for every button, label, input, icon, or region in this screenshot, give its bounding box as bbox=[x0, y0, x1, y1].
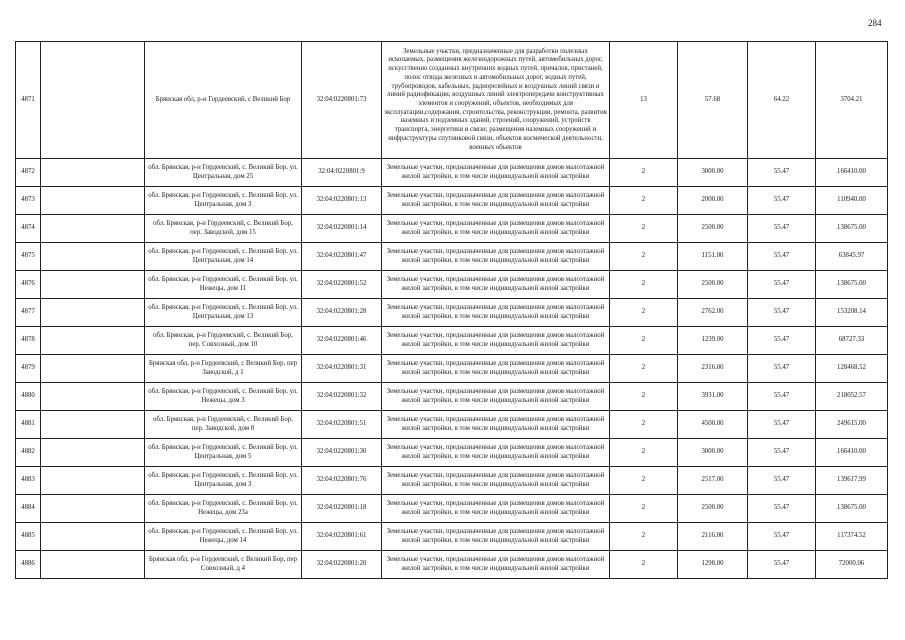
land-use-cell: Земельные участки, предназначенные для размещения домов малоэтажной жилой застройки, в том числе индивидуальной жилой застройки bbox=[382, 551, 610, 579]
page-number: 284 bbox=[868, 18, 882, 28]
cadastral-number-cell: 32:04:0220801:14 bbox=[302, 215, 382, 243]
table-row bbox=[16, 187, 888, 215]
table-row bbox=[16, 327, 888, 355]
area-cell: 2000.00 bbox=[678, 187, 748, 215]
table-row bbox=[16, 299, 888, 327]
table-row bbox=[16, 243, 888, 271]
land-use-cell: Земельные участки, предназначенные для размещения домов малоэтажной жилой застройки, в том числе индивидуальной жилой застройки bbox=[382, 271, 610, 299]
empty-cell bbox=[41, 243, 145, 271]
row-number: 4873 bbox=[16, 187, 41, 215]
group-cell: 2 bbox=[610, 467, 678, 495]
area-cell: 3931.00 bbox=[678, 383, 748, 411]
cadastral-number-cell: 32:04:0220801:61 bbox=[302, 523, 382, 551]
cadastral-value-cell: 138675.00 bbox=[816, 495, 888, 523]
address-cell: обл. Брянская, р-н Гордеевский, с. Великий Бор, ул. Центральная, дом 3 bbox=[145, 187, 302, 215]
empty-cell bbox=[41, 355, 145, 383]
cadastral-value-cell: 166410.00 bbox=[816, 439, 888, 467]
group-cell: 2 bbox=[610, 523, 678, 551]
rate-cell: 55.47 bbox=[748, 299, 816, 327]
table-row bbox=[16, 551, 888, 579]
land-use-cell: Земельные участки, предназначенные для размещения домов малоэтажной жилой застройки, в том числе индивидуальной жилой застройки bbox=[382, 299, 610, 327]
rate-cell: 55.47 bbox=[748, 243, 816, 271]
table-row bbox=[16, 523, 888, 551]
group-cell: 2 bbox=[610, 495, 678, 523]
table-row bbox=[16, 467, 888, 495]
land-use-cell: Земельные участки, предназначенные для размещения домов малоэтажной жилой застройки, в том числе индивидуальной жилой застройки bbox=[382, 215, 610, 243]
land-registry-table bbox=[15, 41, 888, 579]
address-cell: обл. Брянская, р-н Гордеевский, с. Великий Бор, пер. Заводской, дом 8 bbox=[145, 411, 302, 439]
group-cell: 2 bbox=[610, 299, 678, 327]
cadastral-value-cell: 110940.00 bbox=[816, 187, 888, 215]
cadastral-number-cell: 32:04:0220801:51 bbox=[302, 411, 382, 439]
cadastral-value-cell: 218052.57 bbox=[816, 383, 888, 411]
empty-cell bbox=[41, 383, 145, 411]
address-cell: обл. Брянская, р-н Гордеевский, с. Великий Бор, ул. Нежецы, дом 11 bbox=[145, 271, 302, 299]
area-cell: 1298.00 bbox=[678, 551, 748, 579]
cadastral-value-cell: 166410.00 bbox=[816, 159, 888, 187]
address-cell: обл. Брянская, р-н Гордеевский, с. Великий Бор, ул. Нежецы, дом 3 bbox=[145, 383, 302, 411]
row-number: 4872 bbox=[16, 159, 41, 187]
area-cell: 2500.00 bbox=[678, 215, 748, 243]
address-cell: обл. Брянская, р-н Гордеевский, с. Великий Бор, ул. Центральная, дом 13 bbox=[145, 299, 302, 327]
group-cell: 2 bbox=[610, 411, 678, 439]
land-use-cell: Земельные участки, предназначенные для размещения домов малоэтажной жилой застройки, в том числе индивидуальной жилой застройки bbox=[382, 439, 610, 467]
area-cell: 2316.00 bbox=[678, 355, 748, 383]
table-row bbox=[16, 271, 888, 299]
group-cell: 2 bbox=[610, 355, 678, 383]
land-use-cell: Земельные участки, предназначенные для размещения домов малоэтажной жилой застройки, в том числе индивидуальной жилой застройки bbox=[382, 411, 610, 439]
rate-cell: 55.47 bbox=[748, 271, 816, 299]
land-use-cell: Земельные участки, предназначенные для размещения домов малоэтажной жилой застройки, в том числе индивидуальной жилой застройки bbox=[382, 187, 610, 215]
group-cell: 2 bbox=[610, 439, 678, 467]
address-cell: обл. Брянская, р-н Гордеевский, с. Великий Бор, пер. Заводской, дом 15 bbox=[145, 215, 302, 243]
rate-cell: 55.47 bbox=[748, 411, 816, 439]
address-cell: обл. Брянская, р-н Гордеевский, с. Великий Бор, ул. Центральная, дом 25 bbox=[145, 159, 302, 187]
row-number: 4877 bbox=[16, 299, 41, 327]
group-cell: 2 bbox=[610, 159, 678, 187]
cadastral-value-cell: 153208.14 bbox=[816, 299, 888, 327]
row-number: 4875 bbox=[16, 243, 41, 271]
rate-cell: 55.47 bbox=[748, 327, 816, 355]
rate-cell: 55.47 bbox=[748, 495, 816, 523]
rate-cell: 55.47 bbox=[748, 355, 816, 383]
group-cell: 13 bbox=[610, 42, 678, 159]
table-row bbox=[16, 355, 888, 383]
row-number: 4879 bbox=[16, 355, 41, 383]
row-number: 4885 bbox=[16, 523, 41, 551]
area-cell: 1151.00 bbox=[678, 243, 748, 271]
table-row bbox=[16, 495, 888, 523]
empty-cell bbox=[41, 523, 145, 551]
group-cell: 2 bbox=[610, 243, 678, 271]
rate-cell: 55.47 bbox=[748, 523, 816, 551]
cadastral-number-cell: 32:04:0220801:9 bbox=[302, 159, 382, 187]
table-body bbox=[16, 42, 888, 579]
land-use-cell: Земельные участки, предназначенные для размещения домов малоэтажной жилой застройки, в том числе индивидуальной жилой застройки bbox=[382, 523, 610, 551]
land-use-cell: Земельные участки, предназначенные для размещения домов малоэтажной жилой застройки, в том числе индивидуальной жилой застройки bbox=[382, 495, 610, 523]
table-row bbox=[16, 439, 888, 467]
group-cell: 2 bbox=[610, 215, 678, 243]
area-cell: 2500.00 bbox=[678, 495, 748, 523]
land-use-cell: Земельные участки, предназначенные для размещения домов малоэтажной жилой застройки, в том числе индивидуальной жилой застройки bbox=[382, 467, 610, 495]
cadastral-number-cell: 32:04:0220801:52 bbox=[302, 271, 382, 299]
area-cell: 2116.00 bbox=[678, 523, 748, 551]
row-number: 4881 bbox=[16, 411, 41, 439]
empty-cell bbox=[41, 439, 145, 467]
address-cell: Брянская обл, р-н Гордеевский, с Великий Бор, пер Заводской, д 1 bbox=[145, 355, 302, 383]
table-row bbox=[16, 383, 888, 411]
group-cell: 2 bbox=[610, 551, 678, 579]
row-number: 4876 bbox=[16, 271, 41, 299]
empty-cell bbox=[41, 271, 145, 299]
rate-cell: 55.47 bbox=[748, 187, 816, 215]
empty-cell bbox=[41, 411, 145, 439]
cadastral-value-cell: 72000.06 bbox=[816, 551, 888, 579]
group-cell: 2 bbox=[610, 383, 678, 411]
cadastral-number-cell: 32:04:0220801:47 bbox=[302, 243, 382, 271]
area-cell: 4500.00 bbox=[678, 411, 748, 439]
land-use-cell: Земельные участки, предназначенные для размещения домов малоэтажной жилой застройки, в том числе индивидуальной жилой застройки bbox=[382, 383, 610, 411]
row-number: 4874 bbox=[16, 215, 41, 243]
rate-cell: 55.47 bbox=[748, 215, 816, 243]
area-cell: 3000.00 bbox=[678, 439, 748, 467]
cadastral-value-cell: 117374.52 bbox=[816, 523, 888, 551]
cadastral-value-cell: 68727.33 bbox=[816, 327, 888, 355]
area-cell: 1239.00 bbox=[678, 327, 748, 355]
empty-cell bbox=[41, 159, 145, 187]
row-number: 4886 bbox=[16, 551, 41, 579]
address-cell: Брянская обл, р-н Гордеевский, с Великий Бор bbox=[145, 42, 302, 159]
land-use-cell: Земельные участки, предназначенные для разработки полезных ископаемых, размещения железнодорожных путей, автомобильных дорог, искусственно созданных внутренних водных путей, причалов, пристаней, полос отвода железных и автомобильных дорог, водных путей, трубопроводов, кабельных, радиорелейных и воздушных линий связи и линий радиофикации, воздушных линий электропередачи конструктивных элементов и сооружений, объектов, необходимых для эксплуатации,содержания, строительства, реконструкции, ремонта, развития наземных и подземных зданий, строений, сооружений, устройств транспорта, энергетики и связи; размещения наземных сооружений и инфраструктуры спутниковой связи, объектов космической деятельности, военных объектов bbox=[382, 42, 610, 159]
cadastral-value-cell: 138675.00 bbox=[816, 215, 888, 243]
cadastral-number-cell: 32:04:0220801:31 bbox=[302, 355, 382, 383]
address-cell: обл. Брянская, р-н Гордеевский, с. Великий Бор, ул. Нежецы, дом 23а bbox=[145, 495, 302, 523]
rate-cell: 55.47 bbox=[748, 159, 816, 187]
rate-cell: 55.47 bbox=[748, 383, 816, 411]
cadastral-number-cell: 32:04:0220801:18 bbox=[302, 495, 382, 523]
cadastral-number-cell: 32:04:0220801:30 bbox=[302, 439, 382, 467]
land-use-cell: Земельные участки, предназначенные для размещения домов малоэтажной жилой застройки, в том числе индивидуальной жилой застройки bbox=[382, 159, 610, 187]
rate-cell: 55.47 bbox=[748, 551, 816, 579]
address-cell: обл. Брянская, р-н Гордеевский, с. Великий Бор, ул. Нежецы, дом 14 bbox=[145, 523, 302, 551]
cadastral-number-cell: 32:04:0220801:28 bbox=[302, 299, 382, 327]
group-cell: 2 bbox=[610, 327, 678, 355]
table-row bbox=[16, 411, 888, 439]
area-cell: 3000.00 bbox=[678, 159, 748, 187]
group-cell: 2 bbox=[610, 271, 678, 299]
cadastral-number-cell: 32:04:0220801:32 bbox=[302, 383, 382, 411]
area-cell: 2500.00 bbox=[678, 271, 748, 299]
cadastral-value-cell: 3704.21 bbox=[816, 42, 888, 159]
land-use-cell: Земельные участки, предназначенные для размещения домов малоэтажной жилой застройки, в том числе индивидуальной жилой застройки bbox=[382, 327, 610, 355]
empty-cell bbox=[41, 551, 145, 579]
row-number: 4884 bbox=[16, 495, 41, 523]
empty-cell bbox=[41, 327, 145, 355]
land-use-cell: Земельные участки, предназначенные для размещения домов малоэтажной жилой застройки, в том числе индивидуальной жилой застройки bbox=[382, 355, 610, 383]
cadastral-value-cell: 128468.52 bbox=[816, 355, 888, 383]
area-cell: 2762.00 bbox=[678, 299, 748, 327]
cadastral-value-cell: 139617.99 bbox=[816, 467, 888, 495]
address-cell: обл. Брянская, р-н Гордеевский, с. Великий Бор, ул. Центральная, дом 14 bbox=[145, 243, 302, 271]
cadastral-value-cell: 63845.97 bbox=[816, 243, 888, 271]
address-cell: обл. Брянская, р-н Гордеевский, с. Великий Бор, ул. Центральная, дом 5 bbox=[145, 439, 302, 467]
table-row bbox=[16, 215, 888, 243]
table-row bbox=[16, 159, 888, 187]
row-number: 4878 bbox=[16, 327, 41, 355]
rate-cell: 55.47 bbox=[748, 439, 816, 467]
row-number: 4882 bbox=[16, 439, 41, 467]
cadastral-number-cell: 32:04:0220801:46 bbox=[302, 327, 382, 355]
empty-cell bbox=[41, 187, 145, 215]
area-cell: 57.68 bbox=[678, 42, 748, 159]
row-number: 4880 bbox=[16, 383, 41, 411]
cadastral-value-cell: 249615.00 bbox=[816, 411, 888, 439]
group-cell: 2 bbox=[610, 187, 678, 215]
empty-cell bbox=[41, 467, 145, 495]
address-cell: обл. Брянская, р-н Гордеевский, с. Великий Бор, пер. Совхозный, дом 10 bbox=[145, 327, 302, 355]
rate-cell: 64.22 bbox=[748, 42, 816, 159]
empty-cell bbox=[41, 42, 145, 159]
address-cell: Брянская обл, р-н Гордеевский, с Великий Бор, пер Совхозный, д 4 bbox=[145, 551, 302, 579]
cadastral-number-cell: 32:04:0220801:73 bbox=[302, 42, 382, 159]
empty-cell bbox=[41, 299, 145, 327]
row-number: 4871 bbox=[16, 42, 41, 159]
cadastral-number-cell: 32:04:0220801:13 bbox=[302, 187, 382, 215]
rate-cell: 55.47 bbox=[748, 467, 816, 495]
row-number: 4883 bbox=[16, 467, 41, 495]
area-cell: 2517.00 bbox=[678, 467, 748, 495]
empty-cell bbox=[41, 215, 145, 243]
empty-cell bbox=[41, 495, 145, 523]
address-cell: обл. Брянская, р-н Гордеевский, с. Великий Бор, ул. Центральная, дом 3 bbox=[145, 467, 302, 495]
table-row bbox=[16, 42, 888, 159]
cadastral-number-cell: 32:04:0220801:20 bbox=[302, 551, 382, 579]
cadastral-number-cell: 32:04:0220801:76 bbox=[302, 467, 382, 495]
cadastral-value-cell: 138675.00 bbox=[816, 271, 888, 299]
land-use-cell: Земельные участки, предназначенные для размещения домов малоэтажной жилой застройки, в том числе индивидуальной жилой застройки bbox=[382, 243, 610, 271]
